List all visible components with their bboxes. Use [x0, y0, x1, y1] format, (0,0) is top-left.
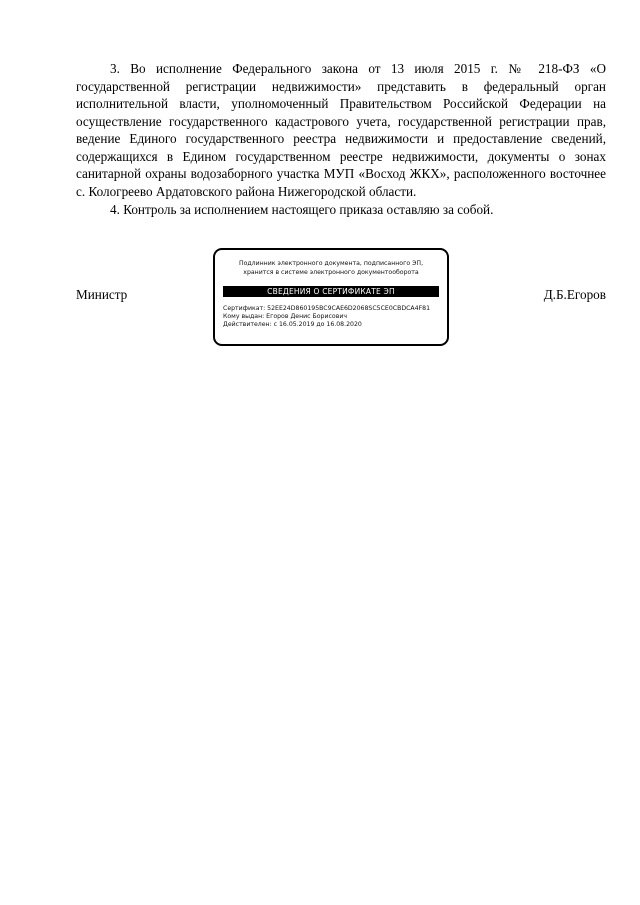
signature-block	[76, 248, 606, 352]
electronic-signature-stamp	[213, 248, 449, 346]
stamp-details	[223, 305, 439, 329]
signer-position: Министр	[76, 287, 128, 302]
stamp-note-line2: хранится в системе электронного документооборота	[243, 269, 419, 276]
certificate-validity: Действителен: с 16.05.2019 до 16.08.2020	[223, 321, 362, 328]
stamp-banner: СВЕДЕНИЯ О СЕРТИФИКАТЕ ЭП	[223, 286, 439, 297]
stamp-note-line1: Подлинник электронного документа, подписанного ЭП,	[238, 260, 424, 267]
paragraph-4: 4. Контроль за исполнением настоящего приказа оставляю за собой.	[110, 202, 494, 217]
document-body	[76, 60, 606, 219]
certificate-number: Сертификат: 52EE24D860195BC9CAE6D2068SC5CE0CBDCA4F81	[223, 305, 431, 312]
signer-name: Д.Б.Егоров	[543, 287, 606, 302]
certificate-owner: Кому выдан: Егоров Денис Борисович	[223, 313, 348, 320]
stamp-note	[215, 259, 447, 277]
paragraph-3: 3. Во исполнение Федерального закона от 13 июля 2015 г. № 218-ФЗ «О государственной регистрации недвижимости» представить в федеральный орган исполнительной власти, уполномоченный Правительством Российской Федерации на осуществление государственного кадастрового учета, государственной регистрации прав, ведение Единого государственного реестра недвижимости и предоставление сведений, содержащихся в Едином государственном реестре недвижимости, документы о зонах санитарной охраны водозаборного участка МУП «Восход ЖКХ», расположенного восточнее с. Кологреево Ардатовского района Нижегородской области.	[76, 61, 606, 199]
